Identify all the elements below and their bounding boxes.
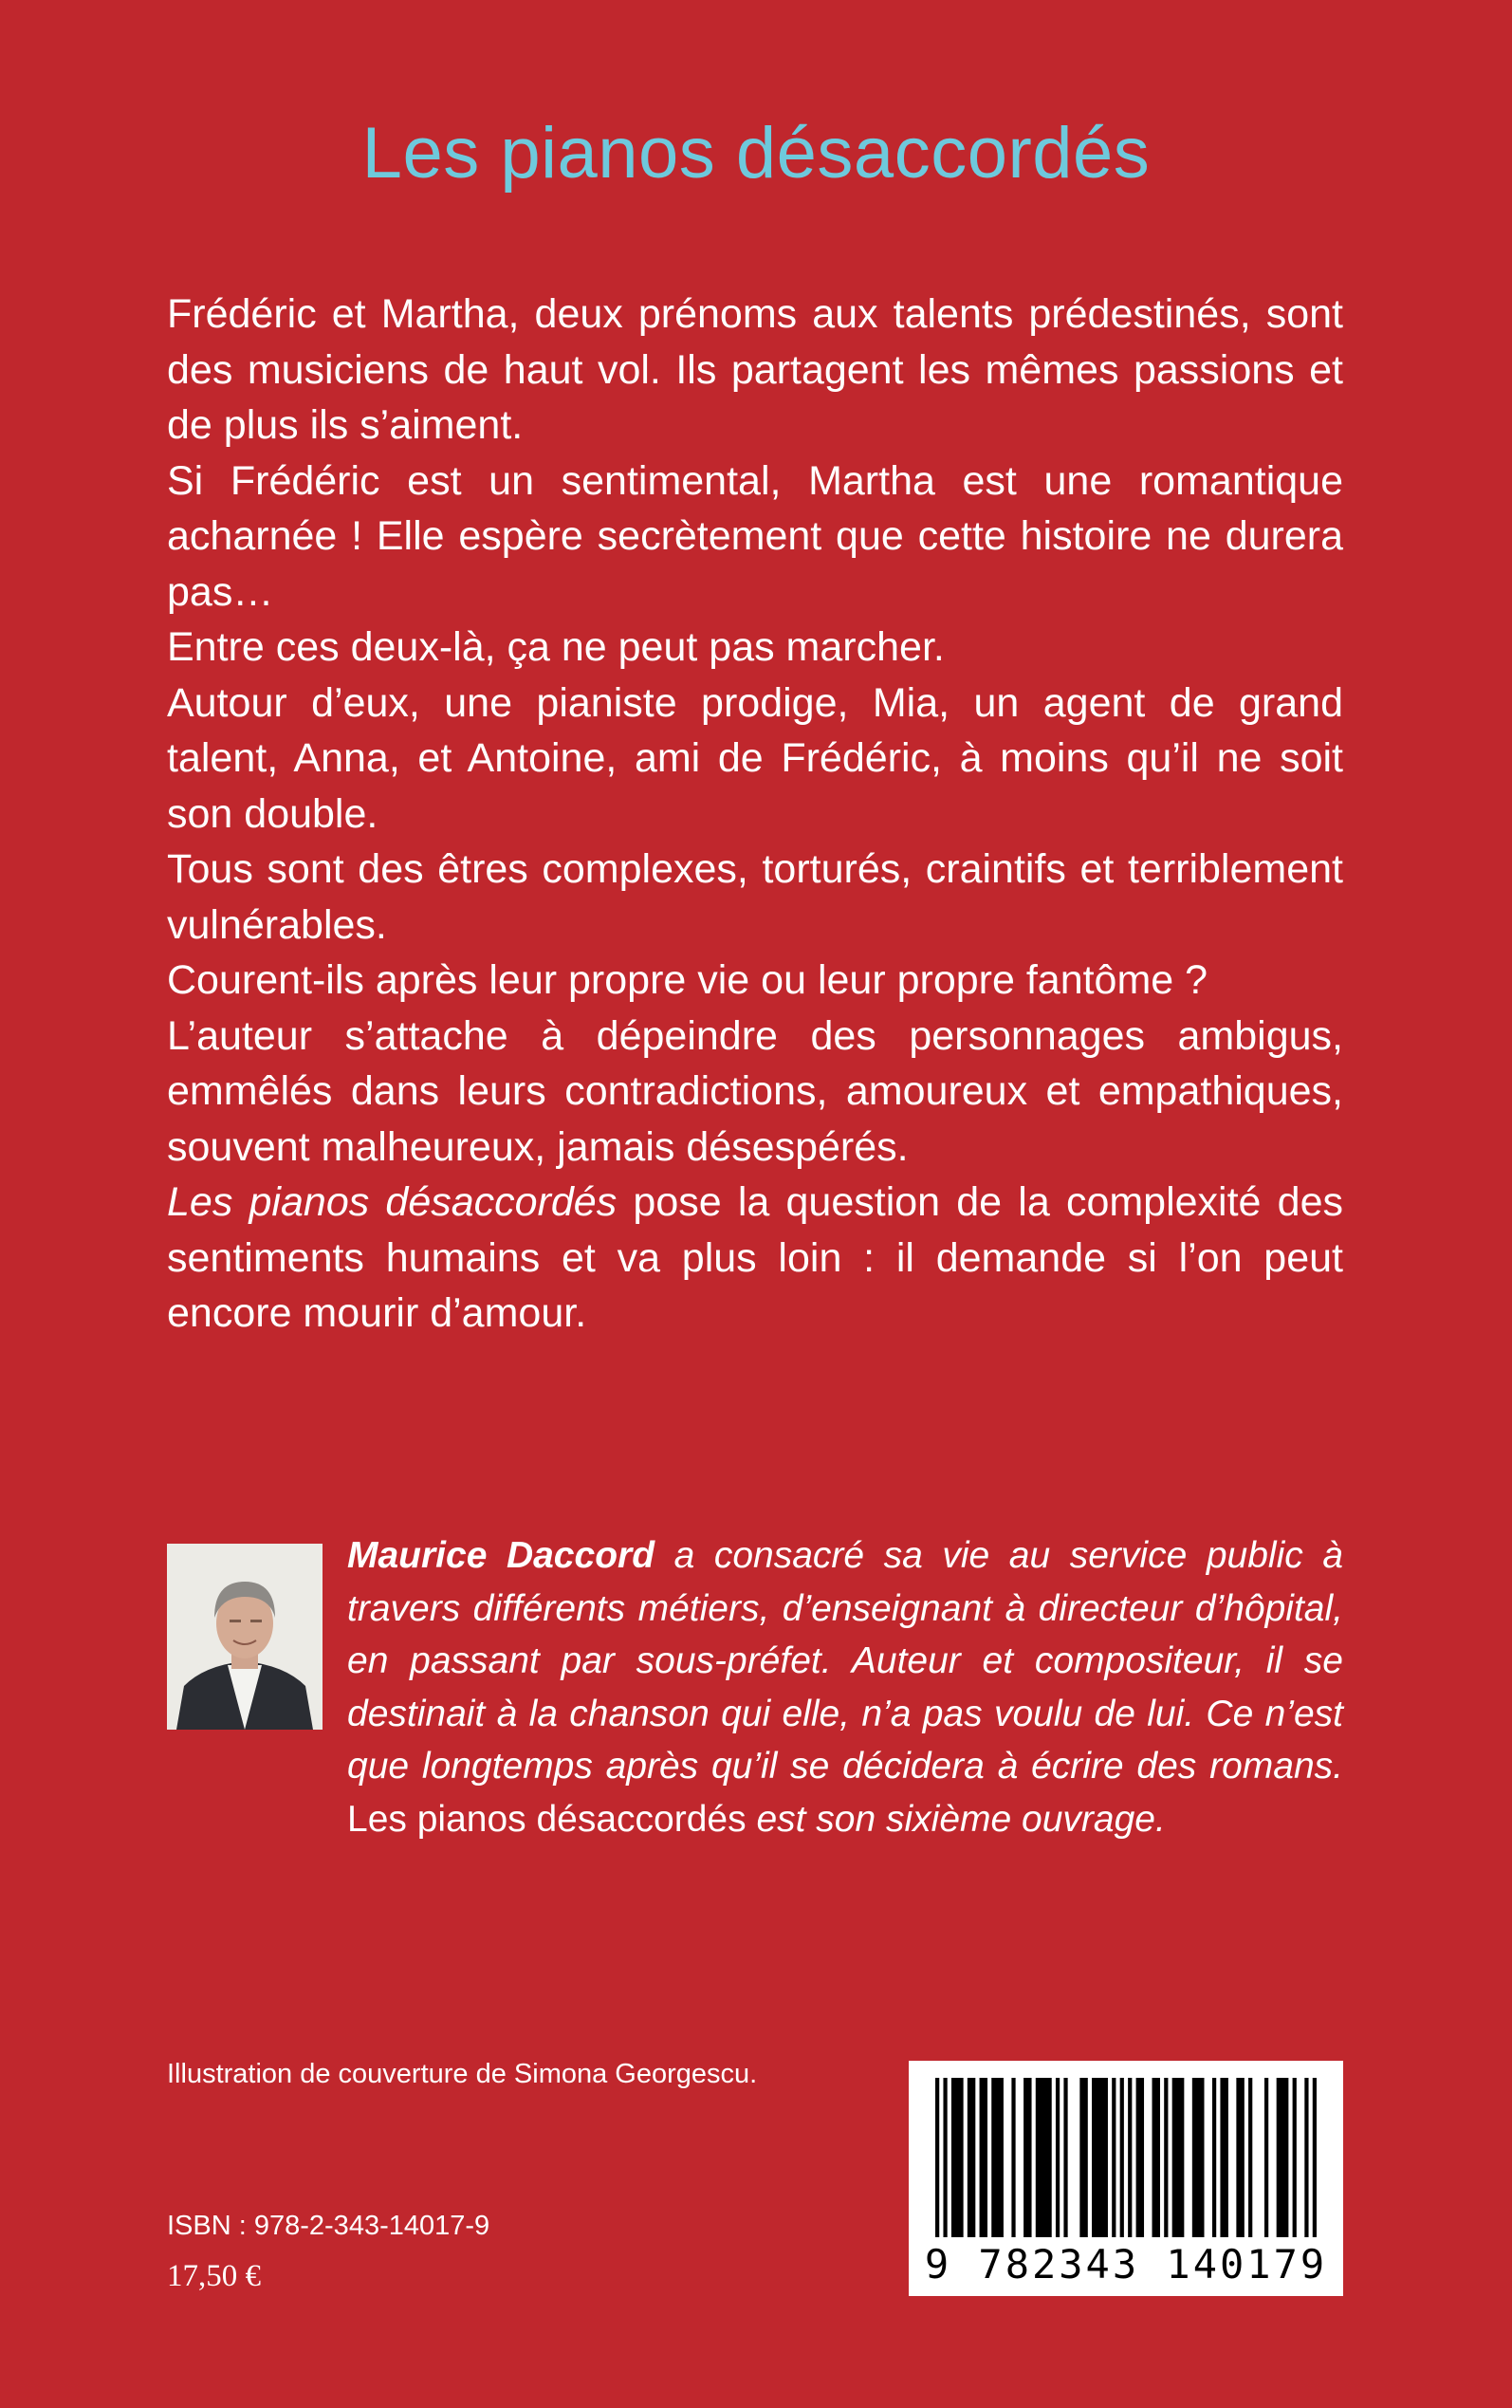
price: 17,50 € <box>167 2259 261 2293</box>
synopsis-paragraph <box>167 1175 1343 1342</box>
synopsis-paragraph: Frédéric et Martha, deux prénoms aux talents prédestinés, sont des musiciens de haut vol. Ils partagent les mêmes passions et de plus ils s’aiment. <box>167 291 1343 448</box>
barcode-bar <box>1079 2078 1087 2237</box>
author-bio-text <box>347 1529 1343 1846</box>
barcode-bars <box>909 2061 1343 2251</box>
barcode-bar <box>1136 2078 1144 2237</box>
barcode-bar <box>1112 2078 1116 2237</box>
barcode-bar <box>968 2078 975 2237</box>
cover-illustration-credit: Illustration de couverture de Simona Georgescu. <box>167 2059 758 2089</box>
synopsis-paragraph: Si Frédéric est un sentimental, Martha est une romantique acharnée ! Elle espère secrètement que cette histoire ne durera pas… <box>167 457 1343 615</box>
barcode-bar <box>935 2078 939 2237</box>
barcode-bar <box>1036 2078 1052 2237</box>
author-bio <box>347 1529 1343 1846</box>
barcode-bar <box>1220 2078 1227 2237</box>
barcode-bar <box>1063 2078 1067 2237</box>
barcode-bar <box>1212 2078 1216 2237</box>
barcode-bar <box>951 2078 964 2237</box>
author-bio-main: a consacré sa vie au service public à travers différents métiers, d’enseignant à directeur d’hôpital, en passant par sous-préfet. Auteur et compositeur, il se destinait à la chanson qui elle, n’a pas voulu de lui. Ce n’est que longtemps après qu’il se décidera à écrire des romans. <box>347 1535 1343 1787</box>
barcode-bar <box>1128 2078 1132 2237</box>
synopsis <box>167 287 1343 1342</box>
barcode <box>909 2061 1343 2296</box>
barcode-bar <box>1152 2078 1160 2237</box>
barcode-bar <box>980 2078 987 2237</box>
barcode-digits: 9 782343 140179 <box>924 2241 1328 2288</box>
synopsis-paragraph: Entre ces deux-là, ça ne peut pas marcher. <box>167 624 945 670</box>
barcode-bar <box>1172 2078 1185 2237</box>
barcode-bar <box>1056 2078 1060 2237</box>
barcode-bar <box>1023 2078 1031 2237</box>
isbn: ISBN : 978-2-343-14017-9 <box>167 2211 490 2241</box>
synopsis-paragraph: Courent-ils après leur propre vie ou leur propre fantôme ? <box>167 957 1208 1003</box>
synopsis-paragraph: Tous sont des êtres complexes, torturés, craintifs et terriblement vulnérables. <box>167 846 1343 948</box>
barcode-bar <box>1293 2078 1297 2237</box>
barcode-bar <box>1313 2078 1317 2237</box>
barcode-bar <box>1277 2078 1289 2237</box>
synopsis-paragraph: Autour d’eux, une pianiste prodige, Mia, un agent de grand talent, Anna, et Antoine, ami de Frédéric, à moins qu’il ne soit son double. <box>167 679 1343 837</box>
author-photo <box>167 1544 323 1730</box>
author-bio-end: est son sixième ouvrage. <box>746 1798 1166 1840</box>
synopsis-paragraph: L’auteur s’attache à dépeindre des personnages ambigus, emmêlés dans leurs contradictions, amoureux et empathiques, souvent malheureux, jamais désespérés. <box>167 1012 1343 1170</box>
synopsis-book-title: Les pianos désaccordés <box>167 1179 618 1225</box>
barcode-bar <box>943 2078 947 2237</box>
barcode-bar <box>1120 2078 1124 2237</box>
barcode-bar <box>1192 2078 1205 2237</box>
author-bio-book-title: Les pianos désaccordés <box>347 1798 747 1840</box>
barcode-bar <box>1248 2078 1252 2237</box>
barcode-bar <box>991 2078 1004 2237</box>
barcode-bar <box>1092 2078 1108 2237</box>
barcode-bar <box>1304 2078 1308 2237</box>
barcode-bar <box>1264 2078 1268 2237</box>
synopsis-closing-text: pose la question de la complexité des sentiments humains et va plus loin : il demande si l’on peut encore mourir d’amour. <box>167 1179 1343 1336</box>
book-title: Les pianos désaccordés <box>361 113 1151 194</box>
author-name: Maurice Daccord <box>347 1535 655 1576</box>
barcode-bar <box>1011 2078 1015 2237</box>
barcode-bar <box>1164 2078 1168 2237</box>
barcode-bar <box>1236 2078 1244 2237</box>
